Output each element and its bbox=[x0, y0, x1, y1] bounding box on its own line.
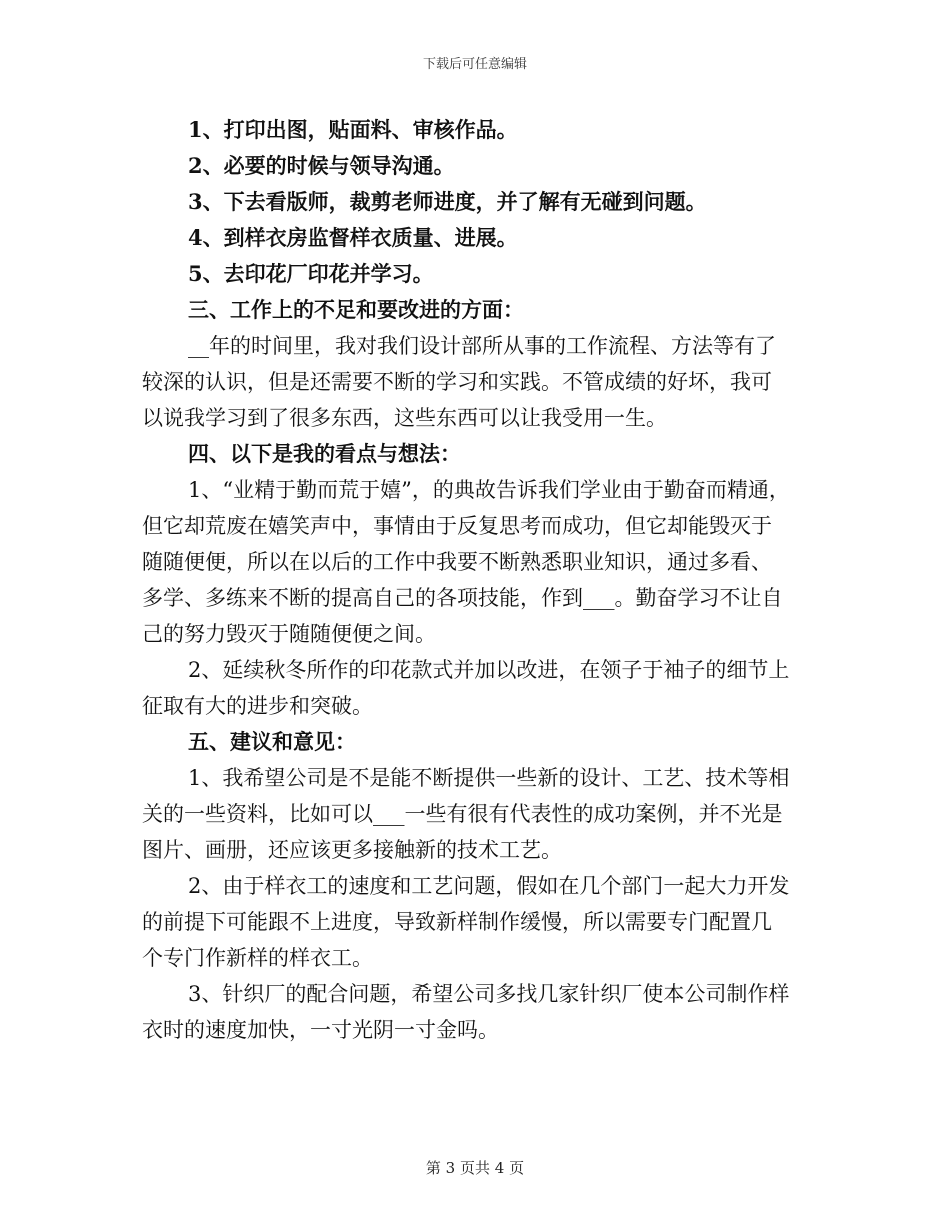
text-line: 2、由于样衣工的速度和工艺问题，假如在几个部门一起大力开发 bbox=[188, 874, 790, 898]
section-line: 4、到样衣房监督样衣质量、进展。 bbox=[188, 225, 518, 250]
text-line: 但它却荒废在嬉笑声中，事情由于反复思考而成功，但它却能毁灭于 bbox=[142, 514, 772, 538]
document-body bbox=[142, 112, 822, 1048]
text-line: 较深的认识，但是还需要不断的学习和实践。不管成绩的好坏，我可 bbox=[142, 370, 772, 394]
text-line: 2、延续秋冬所作的印花款式并加以改进，在领子于袖子的细节上 bbox=[188, 658, 790, 682]
text-line: 的前提下可能跟不上进度，导致新样制作缓慢，所以需要专门配置几 bbox=[142, 910, 772, 934]
text-line: 图片、画册，还应该更多接触新的技术工艺。 bbox=[142, 838, 562, 862]
section-line: 1、打印出图，贴面料、审核作品。 bbox=[188, 117, 518, 142]
text-line: __年的时间里，我对我们设计部所从事的工作流程、方法等有了 bbox=[188, 334, 776, 358]
section-line: 四、以下是我的看点与想法： bbox=[188, 441, 461, 466]
section-line: 5、去印花厂印花并学习。 bbox=[188, 261, 434, 286]
section-line: 三、工作上的不足和要改进的方面： bbox=[188, 297, 524, 322]
page-header: 下载后可任意编辑 bbox=[422, 57, 527, 72]
text-line: 己的努力毁灭于随随便便之间。 bbox=[142, 622, 436, 646]
page-footer: 第 3 页共 4 页 bbox=[425, 1159, 525, 1177]
text-line: 征取有大的进步和突破。 bbox=[142, 694, 373, 718]
text-line: 关的一些资料，比如可以___一些有很有代表性的成功案例，并不光是 bbox=[142, 802, 783, 826]
text-line: 3、针织厂的配合问题，希望公司多找几家针织厂使本公司制作样 bbox=[188, 982, 790, 1006]
text-line: 1、我希望公司是不是能不断提供一些新的设计、工艺、技术等相 bbox=[188, 766, 790, 790]
text-line: 个专门作新样的样衣工。 bbox=[142, 946, 373, 970]
text-line: 1、“业精于勤而荒于嬉”，的典故告诉我们学业由于勤奋而精通， bbox=[188, 478, 790, 502]
section-line: 2、必要的时候与领导沟通。 bbox=[188, 153, 455, 178]
text-line: 多学、多练来不断的提高自己的各项技能，作到___。勤奋学习不让自 bbox=[142, 586, 783, 610]
text-line: 随随便便，所以在以后的工作中我要不断熟悉职业知识，通过多看、 bbox=[142, 550, 772, 574]
text-line: 衣时的速度加快，一寸光阴一寸金吗。 bbox=[142, 1018, 499, 1042]
text-line: 以说我学习到了很多东西，这些东西可以让我受用一生。 bbox=[142, 406, 667, 430]
section-line: 3、下去看版师，裁剪老师进度，并了解有无碰到问题。 bbox=[188, 189, 707, 214]
section-line: 五、建议和意见： bbox=[188, 729, 356, 754]
